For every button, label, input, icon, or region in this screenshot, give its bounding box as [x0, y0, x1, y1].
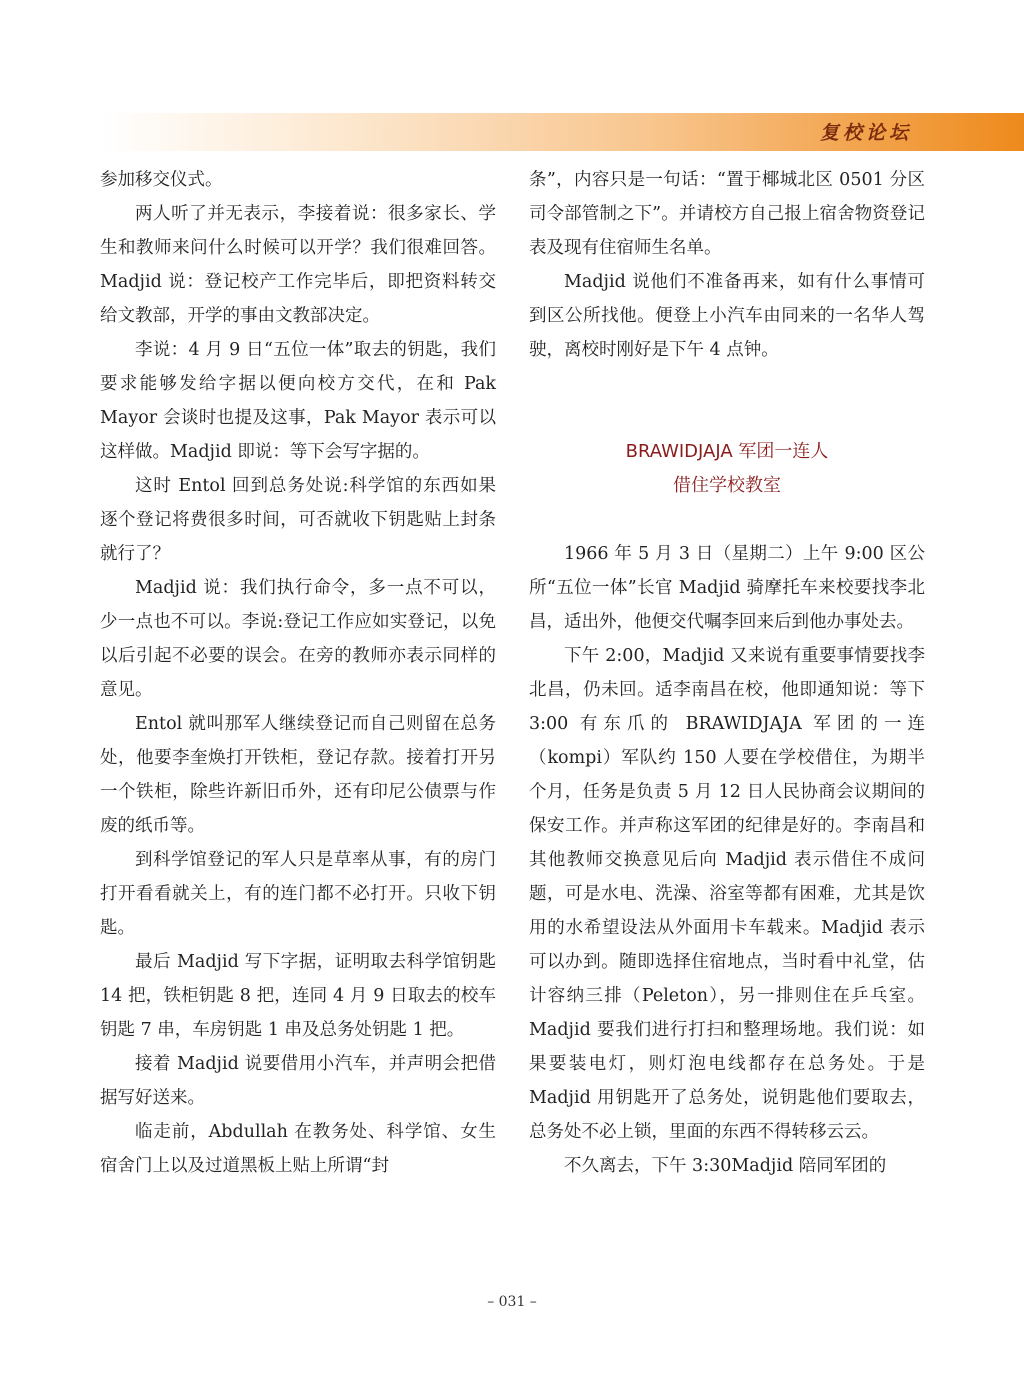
- paragraph: Madjid 说：我们执行命令，多一点不可以，少一点也不可以。李说:登记工作应如实登记，以免以后引起不必要的误会。在旁的教师亦表示同样的意见。: [100, 578, 496, 700]
- paragraph: 两人听了并无表示，李接着说：很多家长、学生和教师来问什么时候可以开学？我们很难回答。Madjid 说：登记校产工作完毕后，即把资料转交给文教部，开学的事由文教部决定。: [100, 204, 496, 326]
- paragraph: 接着 Madjid 说要借用小汽车，并声明会把借据写好送来。: [100, 1054, 496, 1108]
- spacer: [529, 367, 925, 435]
- left-column: [100, 163, 496, 1183]
- paragraph: 不久离去，下午 3:30Madjid 陪同军团的: [564, 1156, 887, 1176]
- right-column: [529, 163, 925, 1183]
- paragraph: 条”，内容只是一句话：“置于椰城北区 0501 分区司令部管制之下”。并请校方自己报上宿舍物资登记表及现有住宿师生名单。: [529, 170, 925, 258]
- paragraph: 这时 Entol 回到总务处说:科学馆的东西如果逐个登记将费很多时间，可否就收下钥匙贴上封条就行了？: [100, 476, 496, 564]
- paragraph: 李说：4 月 9 日“五位一体”取去的钥匙，我们要求能够发给字据以便向校方交代，在和 Pak Mayor 会谈时也提及这事，Pak Mayor 表示可以这样做。Madjid 即说：等下会写字据的。: [100, 340, 496, 462]
- paragraph: 参加移交仪式。: [100, 170, 223, 190]
- paragraph: 下午 2:00，Madjid 又来说有重要事情要找李北昌，仍未回。适李南昌在校，他即通知说：等下 3:00 有东爪的 BRAWIDJAJA 军团的一连（kompi）军队约 150 人要在学校借住，为期半个月，任务是负责 5 月 12 日人民协商会议期间的保安工作。并声称这军团的纪律是好的。李南昌和其他教师交换意见后向 Madjid 表示借住不成问题，可是水电、洗澡、浴室等都有困难，尤其是饮用的水希望设法从外面用卡车载来。Madjid 表示可以办到。随即选择住宿地点，当时看中礼堂，估计容纳三排（Peleton），另一排则住在乒乓室。Madjid 要我们进行打扫和整理场地。我们说：如果要装电灯，则灯泡电线都存在总务处。于是 Madjid 用钥匙开了总务处，说钥匙他们要取去，总务处不必上锁，里面的东西不得转移云云。: [529, 646, 925, 1142]
- paragraph: 1966 年 5 月 3 日（星期二）上午 9:00 区公所“五位一体”长官 Madjid 骑摩托车来校要找李北昌，适出外，他便交代嘱李回来后到他办事处去。: [529, 544, 925, 632]
- page-number: – 031 –: [487, 1294, 537, 1310]
- spacer: [529, 503, 925, 537]
- section-title-line-1: BRAWIDJAJA 军团一连人: [625, 441, 829, 462]
- paragraph: 最后 Madjid 写下字据，证明取去科学馆钥匙 14 把，铁柜钥匙 8 把，连同 4 月 9 日取去的校车钥匙 7 串，车房钥匙 1 串及总务处钥匙 1 把。: [100, 952, 496, 1040]
- section-header-title: 复校论坛: [819, 122, 912, 144]
- paragraph: 临走前，Abdullah 在教务处、科学馆、女生宿舍门上以及过道黑板上贴上所谓“封: [100, 1122, 496, 1176]
- paragraph: 到科学馆登记的军人只是草率从事，有的房门打开看看就关上，有的连门都不必打开。只收下钥匙。: [100, 850, 496, 938]
- paragraph: Entol 就叫那军人继续登记而自己则留在总务处，他要李奎焕打开铁柜，登记存款。接着打开另一个铁柜，除些许新旧币外，还有印尼公债票与作废的纸币等。: [100, 714, 496, 836]
- section-title-line-2: 借住学校教室: [673, 475, 781, 496]
- paragraph: Madjid 说他们不准备再来，如有什么事情可到区公所找他。便登上小汽车由同来的一名华人驾驶，离校时刚好是下午 4 点钟。: [529, 272, 925, 360]
